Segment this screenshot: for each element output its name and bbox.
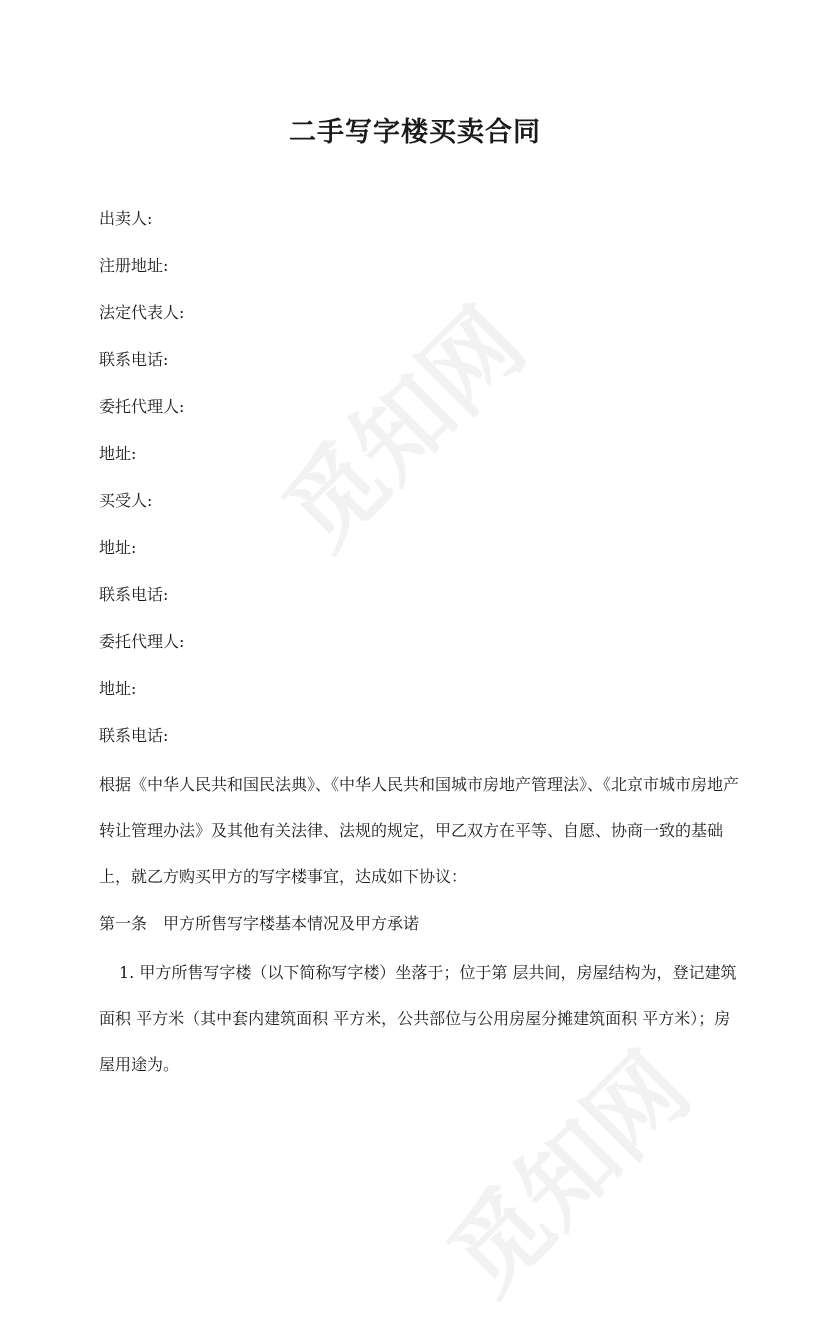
watermark: 觅知网 [427,1032,711,1316]
party-fields [99,205,184,769]
clause-1: 1. 甲方所售写字楼（以下简称写字楼）坐落于；位于第 层共间，房屋结构为，登记建筑面积 平方米（其中套内建筑面积 平方米，公共部位与公用房屋分摊建筑面积 平方米）；房屋用途为。 [99,963,737,1074]
field-legal-representative: 法定代表人: [99,303,185,322]
document-title: 二手写字楼买卖合同 [289,117,541,148]
field-seller: 出卖人: [99,209,153,228]
field-buyer-agent: 委托代理人: [99,632,185,651]
field-buyer: 买受人: [99,491,153,510]
field-seller-phone: 联系电话: [99,350,169,369]
field-seller-agent-address: 地址: [99,444,137,463]
basis-paragraph: 根据《中华人民共和国民法典》、《中华人民共和国城市房地产管理法》、《北京市城市房地产转让管理办法》及其他有关法律、法规的规定，甲乙双方在平等、自愿、协商一致的基础上，就乙方购买甲方的写字楼事宜，达成如下协议： [99,775,740,886]
field-buyer-agent-address: 地址: [99,679,137,698]
field-buyer-phone: 联系电话: [99,585,169,604]
watermark: 觅知网 [262,287,546,571]
article-1-heading: 第一条 甲方所售写字楼基本情况及甲方承诺 [99,914,420,933]
field-seller-agent: 委托代理人: [99,397,185,416]
field-buyer-agent-phone: 联系电话: [99,726,169,745]
field-buyer-address: 地址: [99,538,137,557]
field-registered-address: 注册地址: [99,256,169,275]
